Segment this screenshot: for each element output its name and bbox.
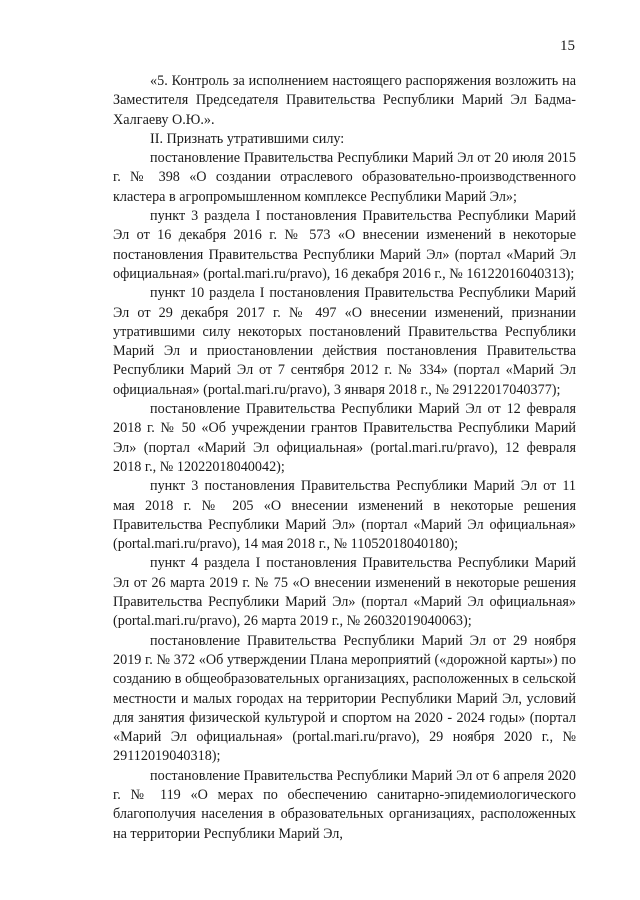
paragraph-item: постановление Правительства Республики Марий Эл от 29 ноября 2019 г. № 372 «Об утверждении Плана мероприятий («дорожной карты») по созданию в общеобразовательных организациях, расположенных в сельской местности и малых городах на территории Республики Марий Эл, условий для занятия физической культурой и спортом на 2020 - 2024 годы» (портал «Марий Эл официальная» (portal.mari.ru/pravo), 29 ноября 2020 г., № 29112019040318);: [113, 632, 576, 765]
paragraph-item: постановление Правительства Республики Марий Эл от 6 апреля 2020 г. № 119 «О мерах по обеспечению санитарно-эпидемиологического благополучия населения в образовательных организациях, расположенных на территории Республики Марий Эл,: [113, 767, 576, 842]
paragraph-item: постановление Правительства Республики Марий Эл от 12 февраля 2018 г. № 50 «Об учреждении грантов Правительства Республики Марий Эл» (портал «Марий Эл официальная» (portal.mari.ru/pravo), 12 февраля 2018 г., № 12022018040042);: [113, 401, 576, 475]
paragraph-item: пункт 3 раздела I постановления Правительства Республики Марий Эл от 16 декабря 2016 г. № 573 «О внесении изменений в некоторые постановления Правительства Республики Марий Эл» (портал «Марий Эл официальная» (portal.mari.ru/pravo), 16 декабря 2016 г., № 16122016040313);: [113, 208, 576, 282]
paragraph-item: пункт 10 раздела I постановления Правительства Республики Марий Эл от 29 декабря 2017 г. № 497 «О внесении изменений, признании утратившими силу некоторых постановлений Правительства Республики Марий Эл и приостановлении действия постановления Правительства Республики Марий Эл от 7 сентября 2012 г. № 334» (портал «Марий Эл официальная» (portal.mari.ru/pravo), 3 января 2018 г., № 29122017040377);: [113, 285, 576, 398]
paragraph-section-ii-heading: II. Признать утратившими силу:: [150, 130, 345, 147]
paragraph-control-clause: «5. Контроль за исполнением настоящего распоряжения возложить на Заместителя Председателя Правительства Республики Марий Эл Бадма-Халгаеву О.Ю.».: [113, 73, 576, 128]
page-number: 15: [560, 38, 575, 54]
paragraph-item: постановление Правительства Республики Марий Эл от 20 июля 2015 г. № 398 «О создании отраслевого образовательно-производственного кластера в агропромышленном комплексе Республики Марий Эл»;: [113, 150, 576, 205]
document-body: [113, 72, 576, 844]
paragraph-item: пункт 4 раздела I постановления Правительства Республики Марий Эл от 26 марта 2019 г. № 75 «О внесении изменений в некоторые решения Правительства Республики Марий Эл» (портал «Марий Эл официальная» (portal.mari.ru/pravo), 26 марта 2019 г., № 26032019040063);: [113, 555, 576, 630]
paragraph-item: пункт 3 постановления Правительства Республики Марий Эл от 11 мая 2018 г. № 205 «О внесении изменений в некоторые решения Правительства Республики Марий Эл» (портал «Марий Эл официальная» (portal.mari.ru/pravo), 14 мая 2018 г., № 11052018040180);: [113, 478, 576, 553]
